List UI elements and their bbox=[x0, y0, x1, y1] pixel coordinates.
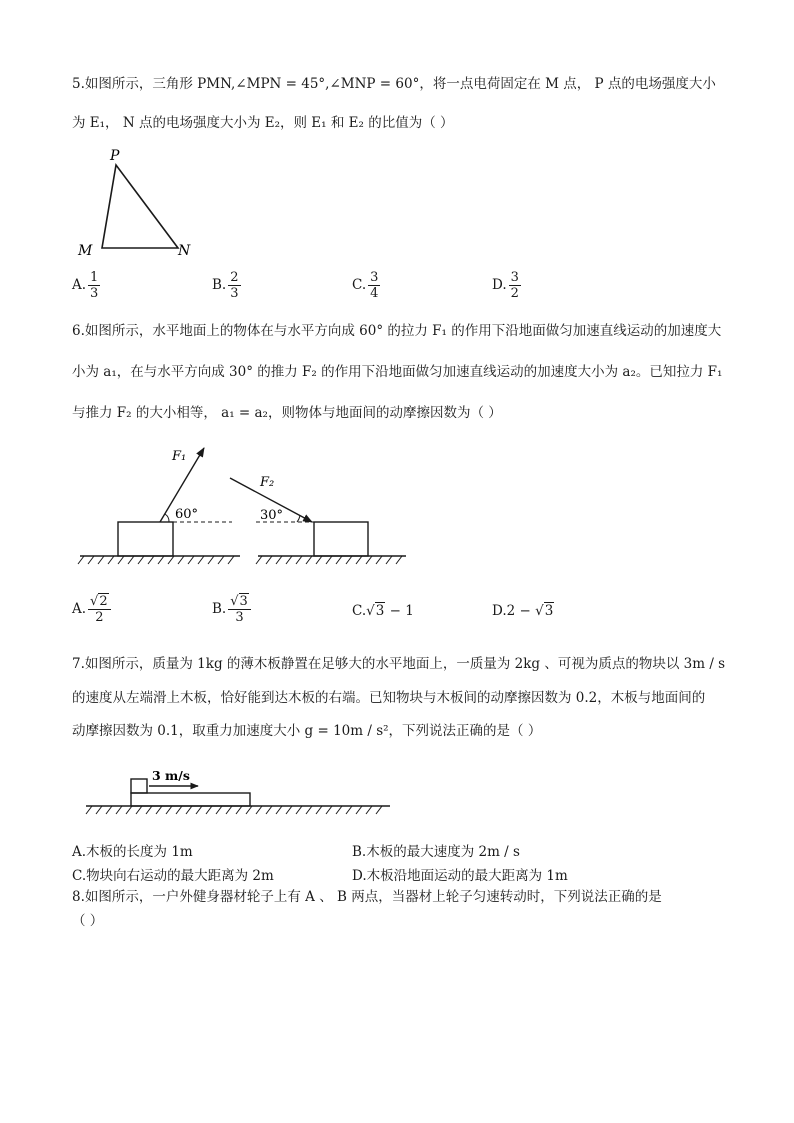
q6-stem-line2: 小为 a₁，在与水平方向成 30° 的推力 F₂ 的作用下沿地面做匀加速直线运动的加速度大小为 a₂。已知拉力 F₁ bbox=[72, 364, 723, 380]
option-letter: D. bbox=[492, 277, 507, 293]
option-letter: B. bbox=[212, 277, 227, 293]
q5-option-a[interactable] bbox=[72, 270, 100, 301]
q6-option-d[interactable]: D.2 − √3 bbox=[492, 603, 554, 619]
denominator: 2 bbox=[510, 286, 519, 301]
radicand: 3 bbox=[375, 603, 385, 619]
block-right bbox=[314, 522, 368, 556]
radicand: 3 bbox=[239, 594, 248, 609]
angle-60-label: 60° bbox=[175, 507, 199, 522]
denominator: 2 bbox=[95, 610, 104, 625]
q6-stem-line1: 6.如图所示，水平地面上的物体在与水平方向成 60° 的拉力 F₁ 的作用下沿地面做匀加速直线运动的加速度大 bbox=[72, 323, 722, 339]
denominator: 3 bbox=[90, 286, 99, 301]
angle-arc-60 bbox=[165, 514, 169, 522]
q7-stem-line1: 7.如图所示，质量为 1kg 的薄木板静置在足够大的水平地面上，一质量为 2kg 、可视为质点的物块以 3m / s bbox=[72, 656, 726, 672]
speed-label: 3 m/s bbox=[152, 768, 190, 783]
triangle-pmn bbox=[102, 165, 178, 248]
block-left bbox=[118, 522, 173, 556]
q7-board-figure bbox=[80, 762, 395, 818]
f2-label: F₂ bbox=[260, 475, 275, 490]
expression-head: 2 − bbox=[506, 603, 536, 619]
expression-tail: − 1 bbox=[385, 603, 414, 619]
option-letter: B. bbox=[212, 601, 227, 617]
q6-stem-line3: 与推力 F₂ 的大小相等， a₁ = a₂，则物体与地面间的动摩擦因数为（ ） bbox=[72, 405, 502, 421]
option-letter: A. bbox=[72, 277, 87, 293]
ground-right-hatch bbox=[256, 556, 402, 564]
numerator: 2 bbox=[230, 270, 239, 285]
denominator: 4 bbox=[370, 286, 379, 301]
q5-triangle-figure bbox=[72, 145, 202, 263]
q8-stem-line1: 8.如图所示，一户外健身器材轮子上有 A 、 B 两点，当器材上轮子匀速转动时，下列说法正确的是 bbox=[72, 889, 662, 905]
q7-option-c[interactable]: C.物块向右运动的最大距离为 2m bbox=[72, 868, 274, 884]
q5-stem-line2: 为 E₁， N 点的电场强度大小为 E₂，则 E₁ 和 E₂ 的比值为（ ） bbox=[72, 115, 454, 131]
q5-option-b[interactable] bbox=[212, 270, 241, 301]
label-m: M bbox=[78, 243, 93, 259]
q5-option-c[interactable] bbox=[352, 270, 380, 301]
wooden-board bbox=[131, 793, 250, 806]
denominator: 3 bbox=[235, 610, 244, 625]
ground-hatch bbox=[86, 806, 382, 814]
option-letter: A. bbox=[72, 601, 87, 617]
q6-option-a[interactable]: A. $\frac{√2}{2}$ bbox=[72, 594, 111, 625]
q6-option-b[interactable]: B. $\frac{√3}{3}$ bbox=[212, 594, 251, 625]
ground-left-hatch bbox=[78, 556, 234, 564]
radicand: 2 bbox=[99, 594, 108, 609]
q7-option-b[interactable]: B.木板的最大速度为 2m / s bbox=[352, 844, 520, 860]
q5-stem-line1: 5.如图所示，三角形 PMN,∠MPN = 45°,∠MNP = 60°，将一点电荷固定在 M 点， P 点的电场强度大小 bbox=[72, 76, 716, 92]
q6-force-figure bbox=[72, 438, 417, 568]
option-letter: D. bbox=[492, 603, 507, 619]
q5-option-d[interactable] bbox=[492, 270, 521, 301]
angle-arc-30 bbox=[297, 515, 300, 522]
numerator: 1 bbox=[90, 270, 99, 285]
q7-stem-line2: 的速度从左端滑上木板，恰好能到达木板的右端。已知物块与木板间的动摩擦因数为 0.2，木板与地面间的 bbox=[72, 690, 706, 706]
q7-option-d[interactable]: D.木板沿地面运动的最大距离为 1m bbox=[352, 868, 568, 884]
f1-label: F₁ bbox=[172, 449, 187, 464]
option-letter: C. bbox=[352, 277, 367, 293]
option-letter: C. bbox=[352, 603, 367, 619]
radicand: 3 bbox=[544, 603, 554, 619]
small-block bbox=[131, 779, 147, 793]
denominator: 3 bbox=[230, 286, 239, 301]
label-n: N bbox=[178, 243, 191, 259]
q7-option-a[interactable]: A.木板的长度为 1m bbox=[72, 844, 193, 860]
q6-option-c[interactable]: C.√3 − 1 bbox=[352, 603, 414, 619]
label-p: P bbox=[110, 148, 120, 164]
numerator: 3 bbox=[370, 270, 379, 285]
angle-30-label: 30° bbox=[260, 508, 284, 523]
numerator: 3 bbox=[510, 270, 519, 285]
q8-stem-line2: （ ） bbox=[72, 913, 104, 929]
q7-stem-line3: 动摩擦因数为 0.1，取重力加速度大小 g = 10m / s²，下列说法正确的是（ ） bbox=[72, 723, 542, 739]
